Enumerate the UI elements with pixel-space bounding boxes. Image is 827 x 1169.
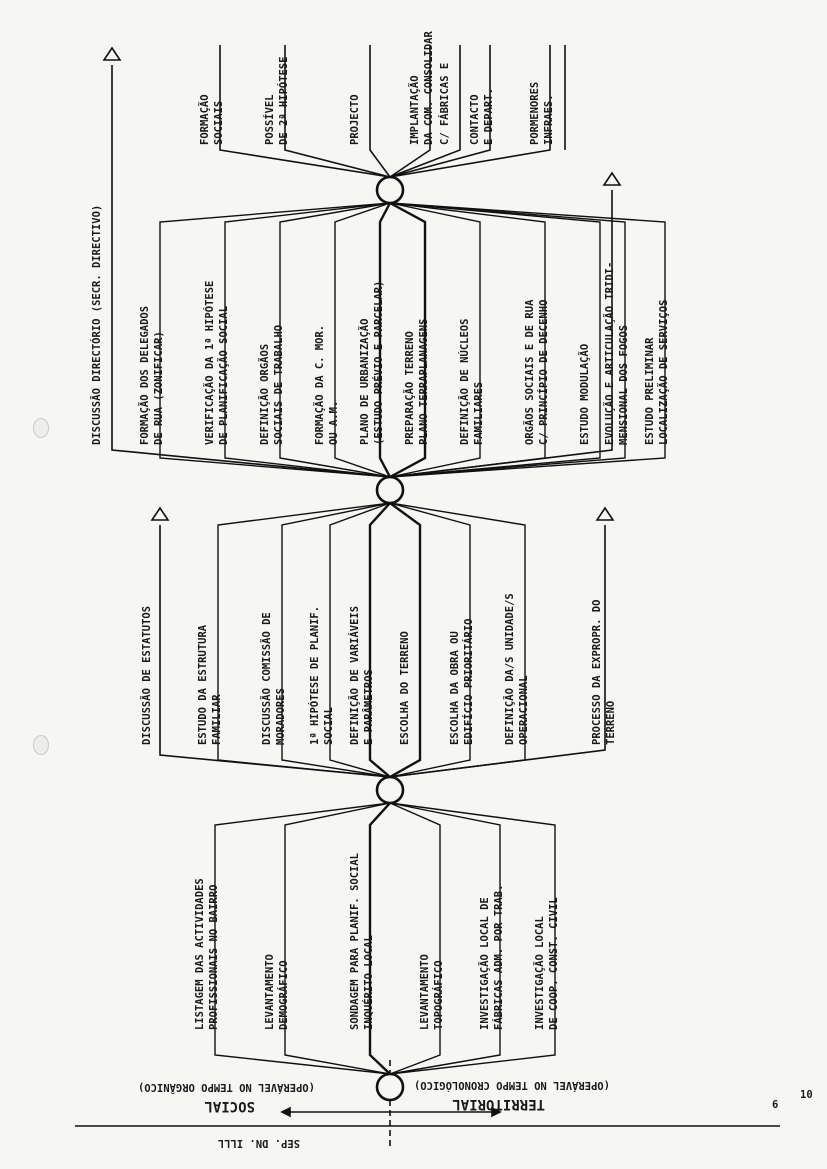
phase2-label-2-1: SOCIAL <box>323 707 335 745</box>
phase1-branch-3 <box>390 803 440 1074</box>
phase2-bottom-branch <box>390 525 605 777</box>
phase4-branch-2 <box>370 45 390 177</box>
phase4-label-3-1: DA COM. CONSOLIDAR <box>423 31 435 145</box>
phase2-label-5-0: ESCOLHA DA OBRA OU <box>449 631 461 745</box>
phase4-label-5-1: E DEPART. <box>483 88 495 145</box>
phase3-label-8-0: ESTUDO MODULAÇÃO <box>579 343 591 445</box>
phase3-label-10-1: LOCALIZAÇÃO DE SERVIÇOS <box>658 299 670 445</box>
phase2-label-6-0: DEFINIÇÃO DA/S UNIDADE/S <box>504 593 516 745</box>
phase3-label-0-1: DE RUA (ZONIFICAR) <box>153 331 165 445</box>
phase3-label-5-1: PLANO TERRAPLANAGENS <box>418 318 430 445</box>
axis-arrow-left <box>282 1108 290 1116</box>
node-circle-2 <box>377 777 403 803</box>
phase1-label-3-0: LEVANTAMENTO <box>419 954 431 1030</box>
phase4-label-6-0: PORMENORES <box>529 81 541 145</box>
phase1-label-4-1: FÁBRICAS ADM. POR TRAB. <box>493 884 505 1030</box>
phase4-label-6-1: INFRAES. <box>543 94 555 145</box>
page-number: 6 <box>772 1099 779 1111</box>
phase2-label-0-1: FAMILIAR <box>211 694 223 745</box>
phase2-label-2-0: 1ª HIPÓTESE DE PLANIF. <box>309 605 321 745</box>
phase2-label-3-1: E PARÂMETROS <box>363 669 375 745</box>
phase4-branch-1 <box>285 45 390 177</box>
phase3-label-6-0: DEFINIÇÃO DE NÚCLEOS <box>459 318 471 445</box>
axis-social-subtitle: (OPERÁVEL NO TEMPO ORGÂNICO) <box>137 1081 315 1093</box>
phase2-bottom-label-0-1: TERRENO <box>605 700 617 745</box>
phase2-label-1-1: MORADORES <box>275 688 287 745</box>
phase4-label-0-0: FORMAÇÃO <box>199 94 211 145</box>
phase3-label-1-1: DE PLANIFICAÇÃO SOCIAL <box>218 305 230 445</box>
phase3-label-2-1: SOCIAIS DE TRABALHO <box>273 324 285 445</box>
phase3-label-1-0: VERIFICAÇÃO DA 1ª HIPÓTESE <box>204 280 216 445</box>
phase1-label-1-0: LEVANTAMENTO <box>264 954 276 1030</box>
phase3-label-9-1: MENSIONAL DOS FOGOS <box>618 324 630 445</box>
phase3-label-4-0: PLANO DE URBANIZAÇÃO <box>359 318 371 445</box>
phase4-label-0-1: SOCIAIS <box>213 100 225 145</box>
phase3-label-4-1: (ESTUDO PRÉVIO E PARCELAR) <box>373 280 385 445</box>
phase2-label-0-0: ESTUDO DA ESTRUTURA <box>197 624 209 745</box>
phase2-label-6-1: OPERACIONAL <box>518 675 530 745</box>
phase4-label-3-0: IMPLANTAÇÃO <box>409 75 421 145</box>
phase1-label-4-0: INVESTIGAÇÃO LOCAL DE <box>479 897 491 1030</box>
phase4-label-4-0: C/ FÁBRICAS E <box>439 62 451 145</box>
phase3-label-7-0: ORGÃOS SOCIAIS E DE RUA <box>524 299 536 445</box>
phase3-bottom-arrow <box>604 173 620 185</box>
phase2-label-4-0: ESCOLHA DO TERRENO <box>399 631 411 745</box>
phase1-branch-5 <box>390 803 555 1074</box>
phase1-label-2-1: INQUÉRITO LOCAL <box>363 935 375 1030</box>
node-circle-4 <box>377 177 403 203</box>
phase3-top-label-0-0: DISCUSSÃO DIRECTÓRIO (SECR. DIRECTIVO) <box>91 204 103 445</box>
phase3-label-2-0: DEFINIÇÃO ORGÃOS <box>259 343 271 445</box>
phase2-top-arrow <box>152 508 168 520</box>
corner-mark: 10 <box>800 1089 813 1101</box>
node-circle-3 <box>377 477 403 503</box>
phase4-label-1-0: POSSÍVEL <box>264 94 276 145</box>
phase4-label-1-1: DE 2ª HIPÓTESE <box>278 56 290 145</box>
axis-territorial-title: TERRITORIAL <box>452 1096 545 1112</box>
phase3-label-3-1: OU A.M. <box>328 400 340 445</box>
phase1-label-0-0: LISTAGEM DAS ACTIVIDADES <box>194 878 206 1030</box>
phase2-bottom-arrow <box>597 508 613 520</box>
phase2-label-3-0: DEFINIÇÃO DE VARIÁVEIS <box>349 605 361 745</box>
phase3-label-3-0: FORMAÇÃO DA C. MOR. <box>314 324 326 445</box>
phase4-label-2-0: PROJECTO <box>349 94 361 145</box>
phase1-label-1-1: DEMOGRÁFICO <box>278 960 290 1030</box>
axis-territorial-subtitle: (OPERÁVEL NO TEMPO CRONOLÓGICO) <box>414 1079 610 1091</box>
node-circle-1 <box>377 1074 403 1100</box>
phase1-label-0-1: PROFISSIONAIS NO BAIRRO <box>208 884 220 1030</box>
phase3-label-7-1: C/ PRINCÍPIO DE DECENHO <box>538 299 550 445</box>
phase1-label-3-1: TOPOGRÁFICO <box>433 960 445 1030</box>
phase4-label-5-0: CONTACTO <box>469 94 481 145</box>
phase2-label-1-0: DISCUSSÃO COMISSÃO DE <box>261 612 273 745</box>
phase2-top-label-0-0: DISCUSSÃO DE ESTATUTOS <box>141 605 153 745</box>
phase3-label-10-0: ESTUDO PRELIMINAR <box>644 337 656 445</box>
phase2-bottom-label-0-0: PROCESSO DA EXPROPR. DO <box>591 599 603 745</box>
phase1-label-5-0: INVESTIGAÇÃO LOCAL <box>534 916 546 1030</box>
phase3-label-9-0: EVOLUÇÃO E ARTICULAÇÃO TRIDI- <box>604 261 616 445</box>
phase3-label-5-0: PREPARAÇÃO TERRENO <box>404 331 416 445</box>
page-reference: SEP. DN. ILLL <box>217 1137 300 1149</box>
phase3-label-6-1: FAMILIARES <box>473 381 485 445</box>
phase1-label-5-1: DE COOP. CONST. CIVIL <box>548 897 560 1030</box>
phase4-branch-0 <box>220 45 390 177</box>
phase2-label-5-1: EDIFÍCIO PRIORITÁRIO <box>463 618 475 745</box>
phase1-label-2-0: SONDAGEM PARA PLANIF. SOCIAL <box>349 852 361 1030</box>
phase3-top-arrow <box>104 48 120 60</box>
axis-social-title: SOCIAL <box>204 1098 255 1114</box>
phase3-label-0-0: FORMAÇÃO DOS DELEGADOS <box>139 305 151 445</box>
